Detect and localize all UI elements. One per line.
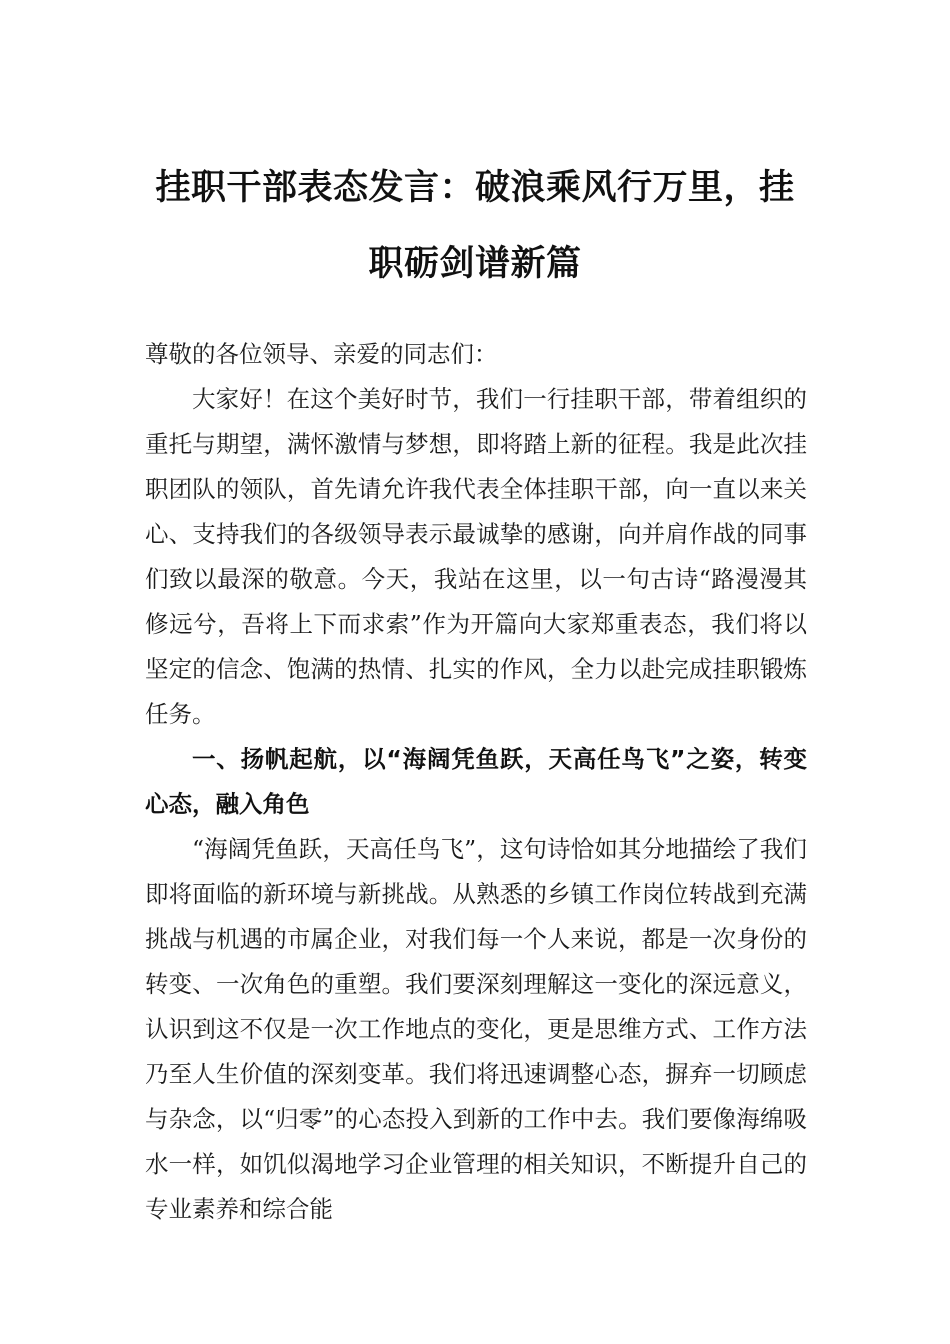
salutation: 尊敬的各位领导、亲爱的同志们：: [145, 340, 498, 368]
title-line-1: 挂职干部表态发言：破浪乘风行万里，挂: [155, 167, 795, 208]
document-title: [145, 150, 805, 302]
title-line-2: 职砺剑谱新篇: [368, 243, 582, 284]
paragraph-section-1: “海阔凭鱼跃，天高任鸟飞”，这句诗恰如其分地描绘了我们即将面临的新环境与新挑战。从熟悉的乡镇工作岗位转战到充满挑战与机遇的市属企业，对我们每一个人来说，都是一次身份的转变、一次角色的重塑。我们要深刻理解这一变化的深远意义，认识到这不仅是一次工作地点的变化，更是思维方式、工作方法乃至人生价值的深刻变革。我们将迅速调整心态，摒弃一切顾虑与杂念，以“归零”的心态投入到新的工作中去。我们要像海绵吸水一样，如饥似渴地学习企业管理的相关知识，不断提升自己的专业素养和综合能: [145, 835, 807, 1223]
paragraph-opening: 大家好！在这个美好时节，我们一行挂职干部，带着组织的重托与期望，满怀激情与梦想，即将踏上新的征程。我是此次挂职团队的领队，首先请允许我代表全体挂职干部，向一直以来关心、支持我们的各级领导表示最诚挚的感谢，向并肩作战的同事们致以最深的敬意。今天，我站在这里，以一句古诗“路漫漫其修远兮，吾将上下而求索”作为开篇向大家郑重表态，我们将以坚定的信念、饱满的热情、扎实的作风，全力以赴完成挂职锻炼任务。: [145, 385, 807, 728]
section-heading-1: 一、扬帆起航，以“海阔凭鱼跃，天高任鸟飞”之姿，转变心态，融入角色: [145, 745, 807, 818]
document-body: [145, 332, 807, 1232]
